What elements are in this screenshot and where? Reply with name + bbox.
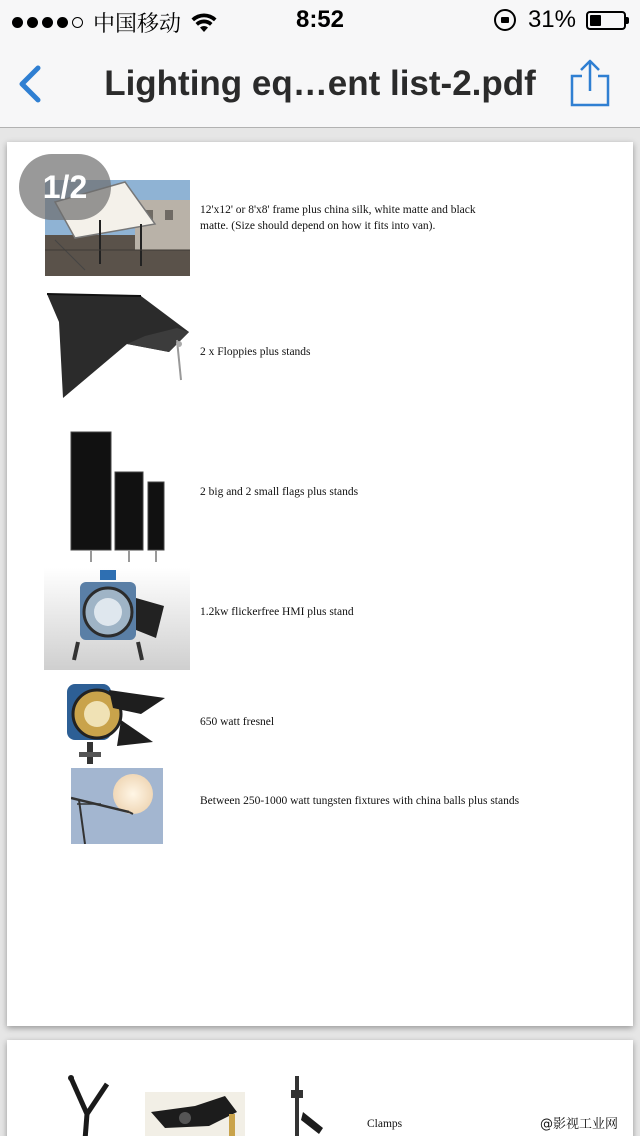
- list-item: [7, 292, 633, 402]
- rotation-lock-icon: [494, 9, 516, 31]
- pdf-viewer[interactable]: [0, 128, 640, 1136]
- navigation-bar: [0, 40, 640, 128]
- hmi-light-image: [44, 568, 190, 670]
- list-item: [7, 568, 633, 670]
- fresnel-light-image: [57, 672, 187, 768]
- share-icon[interactable]: [568, 58, 612, 108]
- list-item: [7, 424, 633, 566]
- clamp-image: [267, 1076, 327, 1136]
- clamp-image: [57, 1074, 117, 1136]
- clock: 8:52: [295, 6, 345, 33]
- page-indicator-badge: 1/2: [19, 154, 111, 220]
- china-ball-image: [71, 768, 163, 844]
- item-caption: Between 250-1000 watt tungsten fixtures with china balls plus stands: [200, 795, 520, 807]
- carrier-name: 中国移动: [93, 12, 182, 37]
- floppy-flag-image: [45, 292, 191, 400]
- battery-icon: [586, 11, 626, 30]
- document-title: Lighting eq…ent list-2.pdf: [104, 64, 536, 103]
- back-chevron-icon[interactable]: [14, 62, 50, 106]
- flags-image: [45, 424, 187, 566]
- status-bar: [0, 0, 640, 40]
- item-caption: 1.2kw flickerfree HMI plus stand: [200, 606, 354, 618]
- battery-percent: 31%: [527, 6, 576, 33]
- item-caption: 12'x12' or 8'x8' frame plus china silk, white matte and black matte. (Size should depend on how it fits into van).: [200, 204, 476, 232]
- clamp-image: [145, 1092, 245, 1136]
- pdf-page-1[interactable]: [7, 142, 633, 1026]
- watermark: @影视工业网: [539, 1117, 618, 1132]
- item-caption: 2 x Floppies plus stands: [200, 346, 311, 358]
- item-caption: 2 big and 2 small flags plus stands: [200, 486, 359, 498]
- status-right: [494, 6, 626, 34]
- list-item: [7, 768, 633, 846]
- list-item: [7, 672, 633, 768]
- item-caption: 650 watt fresnel: [200, 716, 275, 728]
- item-caption: Clamps: [367, 1118, 403, 1130]
